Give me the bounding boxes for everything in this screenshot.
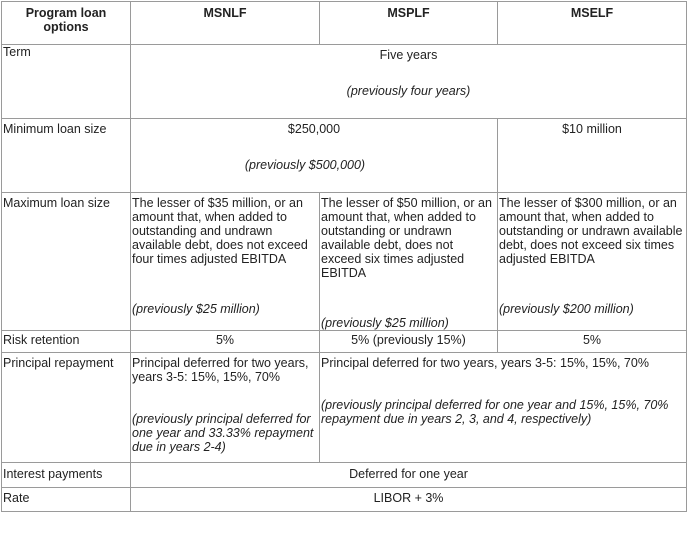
rate-value: LIBOR + 3% (131, 488, 687, 512)
risk-msnlf-value: 5% (131, 331, 320, 353)
term-label: Term (2, 45, 131, 119)
risk-mself-value: 5% (498, 331, 687, 353)
max-loan-msplf-cell (320, 193, 498, 331)
header-program-loan-options: Program loan options (2, 2, 131, 45)
max-loan-mself-cell (498, 193, 687, 331)
min-loan-mself-value: $10 million (498, 119, 687, 193)
header-msnlf: MSNLF (131, 2, 320, 45)
interest-row (2, 463, 687, 488)
max-loan-msnlf-cell (131, 193, 320, 331)
term-value: Five years (379, 48, 438, 62)
principal-row (2, 353, 687, 463)
min-loan-msnlf-msplf-value: $250,000 (287, 122, 341, 136)
risk-label: Risk retention (2, 331, 131, 353)
risk-msplf-value: 5% (previously 15%) (320, 331, 498, 353)
principal-msnlf-previous: (previously principal deferred for one year and 33.33% repayment due in years 2-4) (132, 412, 314, 454)
rate-label: Rate (2, 488, 131, 512)
risk-row (2, 331, 687, 353)
max-loan-msnlf-previous: (previously $25 million) (132, 302, 260, 316)
max-loan-mself-value: The lesser of $300 million, or an amount that, when added to outstanding or undrawn available debt, does not exceed six times adjusted EBITDA (499, 196, 683, 266)
max-loan-mself-previous: (previously $200 million) (499, 302, 634, 316)
principal-label: Principal repayment (2, 353, 131, 463)
min-loan-label: Minimum loan size (2, 119, 131, 193)
max-loan-msplf-previous: (previously $25 million) (321, 316, 449, 330)
principal-msplf-mself-previous: (previously principal deferred for one year and 15%, 15%, 70% repayment due in years 2, 3, and 4, respectively) (321, 398, 669, 426)
principal-msplf-mself-value: Principal deferred for two years, years 3-5: 15%, 15%, 70% (321, 356, 649, 370)
loan-comparison-table (1, 1, 687, 512)
max-loan-msnlf-value: The lesser of $35 million, or an amount that, when added to outstanding and undrawn available debt, does not exceed four times adjusted EBITDA (132, 196, 308, 266)
header-mself: MSELF (498, 2, 687, 45)
max-loan-row (2, 193, 687, 331)
max-loan-msplf-value: The lesser of $50 million, or an amount that, when added to outstanding or undrawn available debt, does not exceed six times adjusted EBITDA (321, 196, 492, 280)
header-row (2, 2, 687, 45)
principal-msnlf-cell (131, 353, 320, 463)
header-msplf: MSPLF (320, 2, 498, 45)
interest-value: Deferred for one year (131, 463, 687, 488)
rate-row (2, 488, 687, 512)
term-previous: (previously four years) (346, 84, 471, 98)
min-loan-row (2, 119, 687, 193)
min-loan-msnlf-msplf-cell (131, 119, 498, 193)
principal-msnlf-value: Principal deferred for two years, years 3-5: 15%, 15%, 70% (132, 356, 309, 384)
term-value-cell (131, 45, 687, 119)
term-row (2, 45, 687, 119)
min-loan-msnlf-msplf-previous: (previously $500,000) (244, 158, 366, 172)
principal-msplf-mself-cell (320, 353, 687, 463)
interest-label: Interest payments (2, 463, 131, 488)
max-loan-label: Maximum loan size (2, 193, 131, 331)
